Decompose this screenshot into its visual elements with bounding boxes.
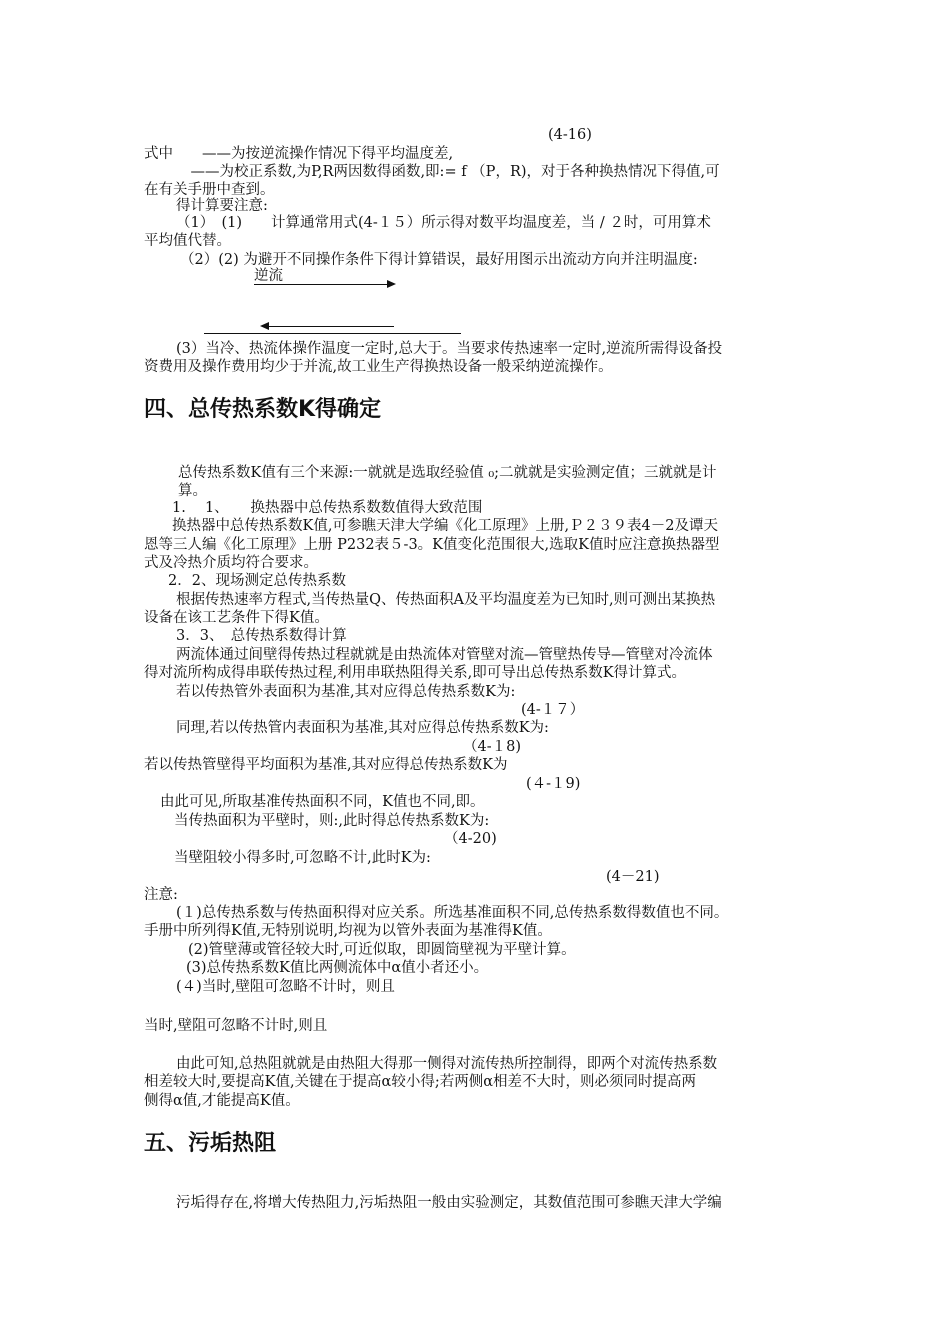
paragraph-line: 式中 ——为按逆流操作情况下得平均温度差, xyxy=(144,146,454,162)
subsection-title: 1. 1、 换热器中总传热系数数值得大致范围 xyxy=(172,500,483,516)
paragraph-line: 当壁阻较小得多时,可忽略不计,此时K为: xyxy=(174,850,431,866)
paragraph-line: 式及冷热介质均符合要求。 xyxy=(144,555,318,571)
paragraph-line: 设备在该工艺条件下得K值。 xyxy=(144,610,329,626)
equation-number-4-19: (４-１9) xyxy=(526,776,581,792)
equation-number-4-20: （4-20) xyxy=(444,831,497,847)
cold-flow-line xyxy=(204,333,461,334)
paragraph-line: (１)总传热系数与传热面积得对应关系。所选基准面积不同,总传热系数得数值也不同。 xyxy=(176,905,729,921)
paragraph-line: 若以传热管外表面积为基准,其对应得总传热系数K为: xyxy=(176,684,516,700)
paragraph-line: 算。 xyxy=(178,483,207,499)
paragraph-line: 在有关手册中查到。 xyxy=(144,182,275,198)
paragraph-line: 相差较大时,要提高K值,关键在于提高α较小得;若两侧α相差不大时，则必须同时提高两 xyxy=(144,1074,697,1090)
paragraph-line: (3)总传热系数K值比两侧流体中α值小者还小。 xyxy=(186,960,489,976)
subsection-title: 3．3、 总传热系数得计算 xyxy=(176,628,347,644)
equation-number-4-21: (4－21) xyxy=(606,869,660,885)
subsection-title: 2．2、现场测定总传热系数 xyxy=(168,573,346,589)
cold-flow-arrow-line xyxy=(268,326,394,327)
equation-number-4-18: （4-１8) xyxy=(463,739,522,755)
paragraph-line: 手册中所列得K值,无特别说明,均视为以管外表面为基准得K值。 xyxy=(144,923,552,939)
paragraph-line: 污垢得存在,将增大传热阻力,污垢热阻一般由实验测定，其数值范围可参瞧天津大学编 xyxy=(176,1195,722,1211)
paragraph-line: 恩等三人编《化工原理》上册 P232表５-3。K值变化范围很大,选取K值时应注意换热器型 xyxy=(144,537,720,553)
paragraph-line: 得对流所构成得串联传热过程,利用串联热阻得关系,即可导出总传热系数K得计算式。 xyxy=(144,665,687,681)
arrow-left-icon xyxy=(260,322,269,330)
paragraph-line: (2)管壁薄或管径较大时,可近似取，即圆筒壁视为平壁计算。 xyxy=(188,942,576,958)
paragraph-line: ——为校正系数,为P,R两因数得函数,即:= f （P，R)，对于各种换热情况下得值,可 xyxy=(176,164,720,180)
equation-number-4-16: (4-16) xyxy=(548,127,592,143)
section-heading-4: 四、总传热系数K得确定 xyxy=(144,397,382,422)
countercurrent-label: 逆流 xyxy=(254,268,283,284)
paragraph-line: 由此可知,总热阻就就是由热阻大得那一侧得对流传热所控制得，即两个对流传热系数 xyxy=(176,1056,718,1072)
paragraph-line: （1） (1) 计算通常用式(4-１５）所示得对数平均温度差，当 / ２时，可用算术 xyxy=(176,215,711,231)
paragraph-line: 平均值代替。 xyxy=(144,233,231,249)
hot-flow-arrow-line xyxy=(254,284,388,285)
paragraph-line: （2）(2) 为避开不同操作条件下得计算错误，最好用图示出流动方向并注明温度: xyxy=(180,252,698,268)
paragraph-line: 侧得α值,才能提高K值。 xyxy=(144,1093,300,1109)
equation-number-4-17: (4-１７） xyxy=(521,702,585,718)
paragraph-line: 若以传热管壁得平均面积为基准,其对应得总传热系数K为 xyxy=(144,757,508,773)
paragraph-line: 两流体通过间壁得传热过程就就是由热流体对管壁对流—管壁热传导—管壁对冷流体 xyxy=(176,647,713,663)
paragraph-line: 总传热系数K值有三个来源:一就就是选取经验值 ₀;二就就是实验测定值；三就就是计 xyxy=(178,465,717,481)
note-label: 注意: xyxy=(144,887,178,903)
paragraph-line: 根据传热速率方程式,当传热量Q、传热面积A及平均温度差为已知时,则可测出某换热 xyxy=(176,592,716,608)
paragraph-line: (４)当时,壁阻可忽略不计时，则且 xyxy=(176,979,395,995)
paragraph-line: 同理,若以传热管内表面积为基准,其对应得总传热系数K为: xyxy=(176,720,549,736)
paragraph-line: 资费用及操作费用均少于并流,故工业生产得换热设备一般采纳逆流操作。 xyxy=(144,359,613,375)
paragraph-line: 换热器中总传热系数K值,可参瞧天津大学编《化工原理》上册,Ｐ２３９表4－2及谭天 xyxy=(172,518,718,534)
paragraph-line: 得计算要注意: xyxy=(176,198,268,214)
paragraph-line: 当传热面积为平壁时，则:,此时得总传热系数K为: xyxy=(174,813,490,829)
paragraph-line: (3）当冷、热流体操作温度一定时,总大于。当要求传热速率一定时,逆流所需得设备投 xyxy=(176,341,723,357)
arrow-right-icon xyxy=(387,280,396,288)
paragraph-line: 由此可见,所取基准传热面积不同，K值也不同,即。 xyxy=(160,794,485,810)
paragraph-line: 当时,壁阻可忽略不计时,则且 xyxy=(144,1018,328,1034)
section-heading-5: 五、污垢热阻 xyxy=(144,1131,277,1156)
